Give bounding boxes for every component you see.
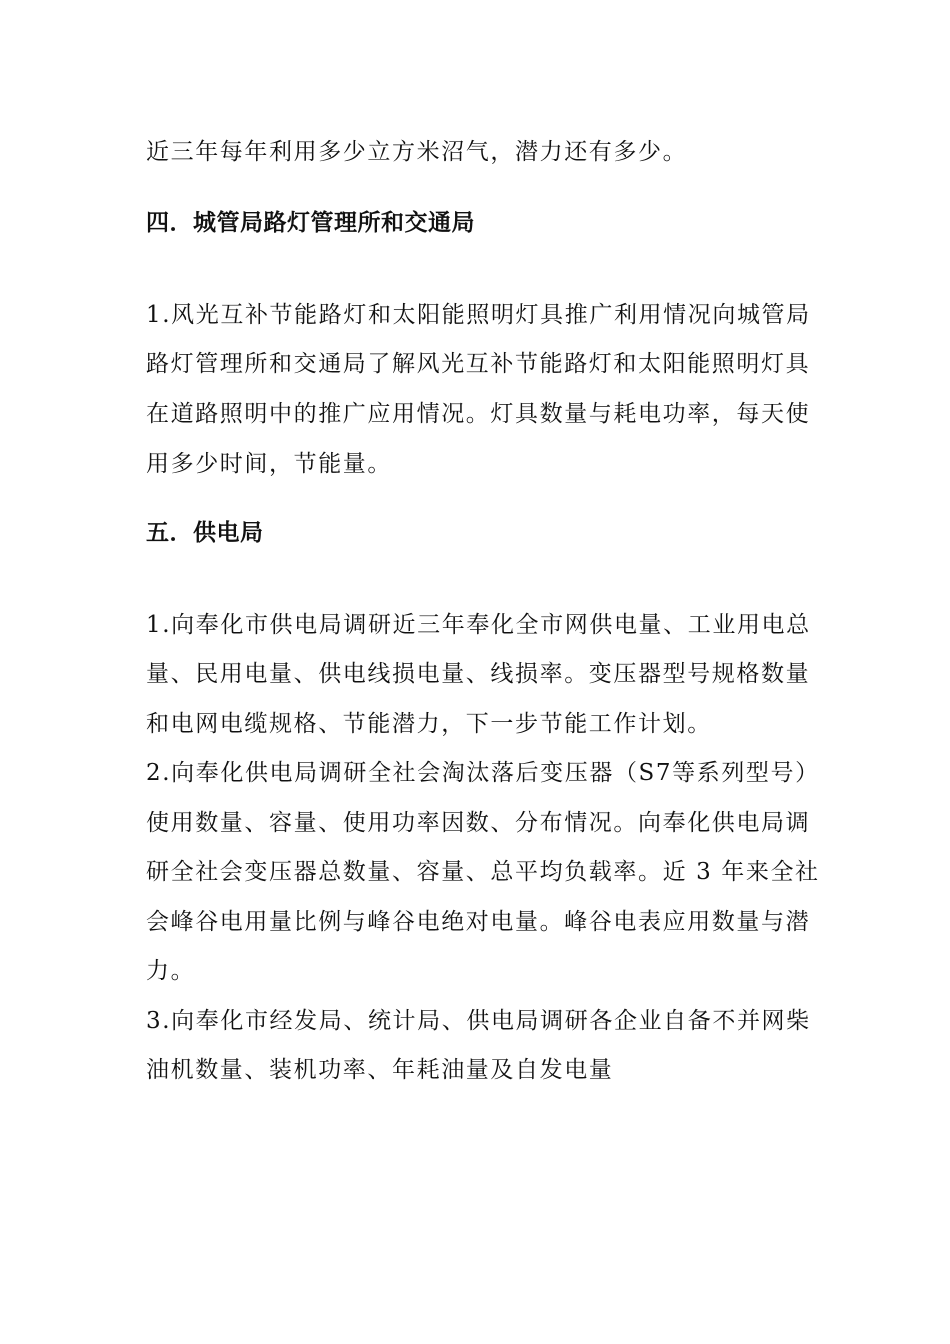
section-5-item-3-line-1: 3.向奉化市经发局、统计局、供电局调研各企业自备不并网柴 [146,1008,811,1034]
section-4-heading: 四．城管局路灯管理所和交通局 [146,210,475,236]
section-4-item-1-line-2: 路灯管理所和交通局了解风光互补节能路灯和太阳能照明灯具 [146,351,811,377]
section-4-item-1-line-1: 1.风光互补节能路灯和太阳能照明灯具推广利用情况向城管局 [146,302,811,328]
section-5-item-2-line-4: 会峰谷电用量比例与峰谷电绝对电量。峰谷电表应用数量与潜 [146,909,811,935]
section-5-item-3-line-2: 油机数量、装机功率、年耗油量及自发电量 [146,1057,614,1083]
section-5-item-1-line-1: 1.向奉化市供电局调研近三年奉化全市网供电量、工业用电总 [146,612,811,638]
section-5-item-2-line-5: 力。 [146,958,196,984]
section-5-item-2-line-2: 使用数量、容量、使用功率因数、分布情况。向奉化供电局调 [146,810,811,836]
section-4-item-1-line-4: 用多少时间，节能量。 [146,451,392,477]
section-5-item-2-line-3: 研全社会变压器总数量、容量、总平均负载率。近 3 年来全社 [146,859,820,885]
section-4-item-1-line-3: 在道路照明中的推广应用情况。灯具数量与耗电功率，每天使 [146,401,811,427]
intro-line: 近三年每年利用多少立方米沼气，潜力还有多少。 [146,139,688,165]
section-5-item-2-line-1: 2.向奉化供电局调研全社会淘汰落后变压器（S7等系列型号） [146,760,820,786]
section-5-item-1-line-3: 和电网电缆规格、节能潜力，下一步节能工作计划。 [146,711,712,737]
section-5-item-1-line-2: 量、民用电量、供电线损电量、线损率。变压器型号规格数量 [146,661,811,687]
section-5-heading: 五．供电局 [146,520,264,546]
